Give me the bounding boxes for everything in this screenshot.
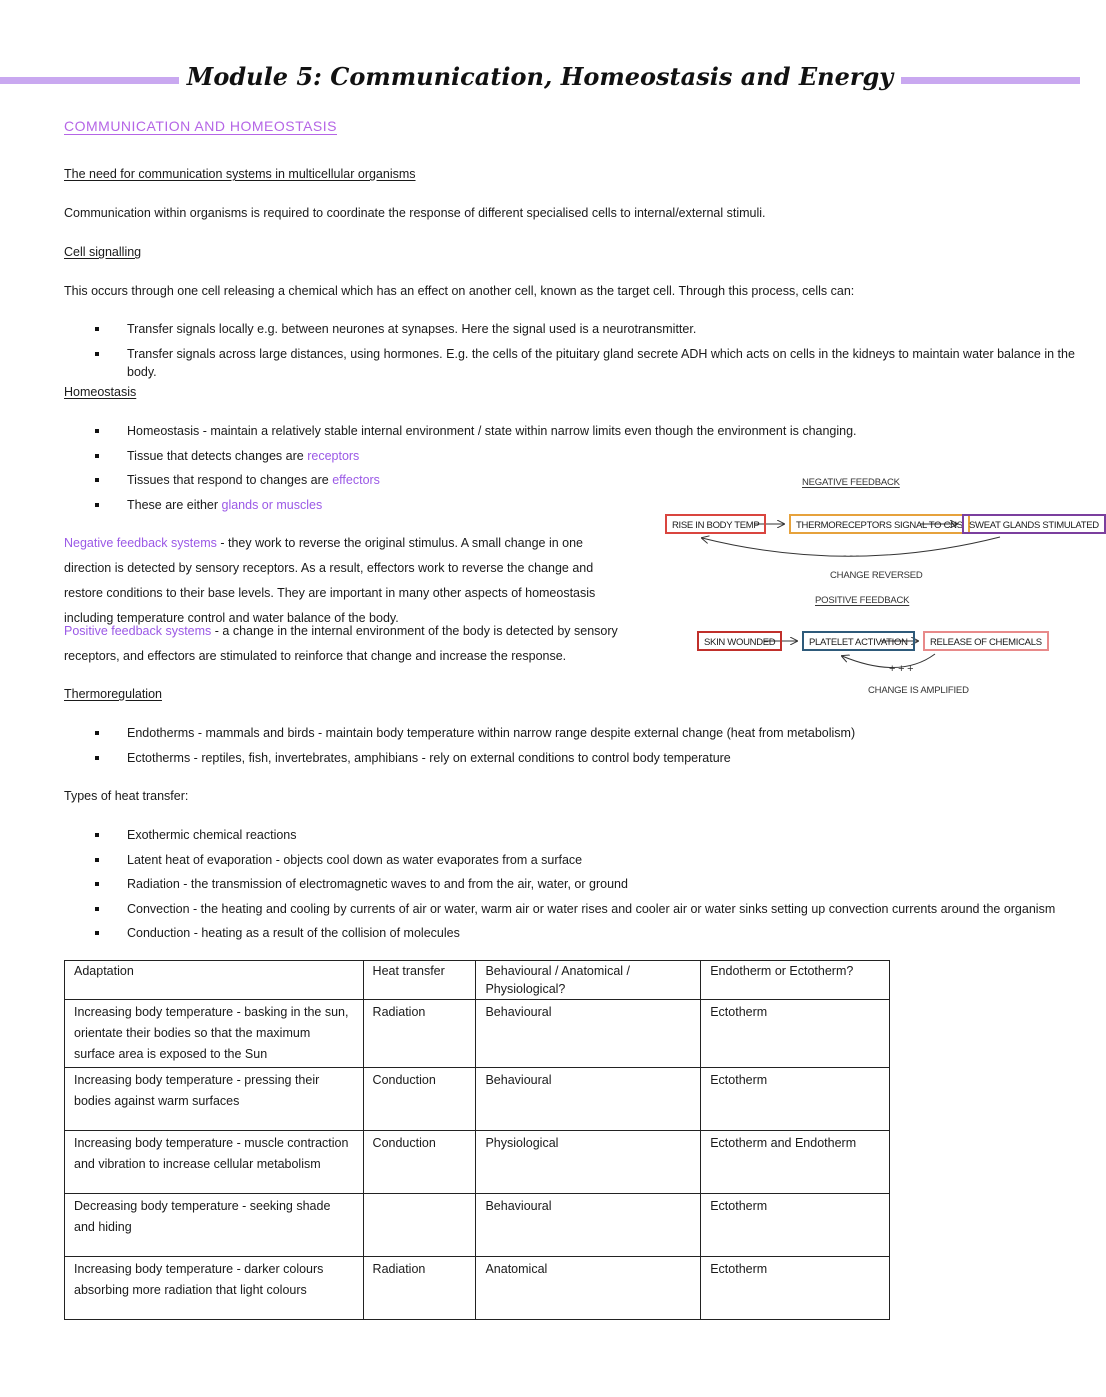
table-cell: Ectotherm and Endotherm bbox=[701, 1131, 890, 1194]
table-cell: Increasing body temperature - basking in the sun, orientate their bodies so that the maximum surface area is exposed to the Sun bbox=[65, 1000, 364, 1068]
term-receptors: receptors bbox=[307, 448, 360, 463]
pos-caption: CHANGE IS AMPLIFIED bbox=[868, 685, 969, 696]
list-item: Exothermic chemical reactions bbox=[95, 826, 1055, 851]
table-cell: Radiation bbox=[363, 1000, 476, 1068]
table-header: Endotherm or Ectotherm? bbox=[701, 961, 890, 1000]
table-cell: Ectotherm bbox=[701, 1068, 890, 1131]
term-glands-muscles: glands or muscles bbox=[221, 497, 323, 512]
list-item: Convection - the heating and cooling by currents of air or water, warm air or water rises and cooler air or water sinks setting up convection currents around the organism bbox=[95, 900, 1055, 925]
pos-box-release: RELEASE OF CHEMICALS bbox=[923, 631, 1049, 651]
table-header-row bbox=[65, 961, 890, 1000]
list-item: Radiation - the transmission of electromagnetic waves to and from the air, water, or ground bbox=[95, 875, 1055, 900]
list-item: Latent heat of evaporation - objects cool down as water evaporates from a surface bbox=[95, 851, 1055, 876]
table-row bbox=[65, 1194, 890, 1257]
list-item: Transfer signals across large distances, using hormones. E.g. the cells of the pituitary gland secrete ADH which acts on cells in the kidneys to maintain water balance in the body. bbox=[95, 345, 1080, 370]
table-header: Behavioural / Anatomical / Physiological? bbox=[476, 961, 701, 1000]
table-cell bbox=[363, 1194, 476, 1257]
table-cell: Ectotherm bbox=[701, 1194, 890, 1257]
term-effectors: effectors bbox=[332, 473, 380, 488]
list-item: Endotherms - mammals and birds - maintain body temperature within narrow range despite external change (heat from metabolism) bbox=[95, 724, 855, 749]
list-item: Homeostasis - maintain a relatively stable internal environment / state within narrow limits even though the environment is changing. bbox=[95, 422, 857, 447]
negative-feedback-paragraph: Negative feedback systems - they work to reverse the original stimulus. A small change in one direction is detected by sensory receptors. As a result, effectors work to reverse the change and restore conditions to their base levels. They are important in many other aspects of homeostasis including temperature control and water balance of the body. bbox=[64, 536, 596, 625]
list-item: Tissue that detects changes are receptors bbox=[95, 447, 857, 472]
table-cell: Physiological bbox=[476, 1131, 701, 1194]
table-row bbox=[65, 1068, 890, 1131]
need-heading: The need for communication systems in multicellular organisms bbox=[64, 167, 416, 181]
pos-box-response: PLATELET ACTIVATION bbox=[802, 631, 915, 651]
neg-box-stimulus: RISE IN BODY TEMP bbox=[665, 514, 766, 534]
table-cell: Ectotherm bbox=[701, 1257, 890, 1320]
table-cell: Increasing body temperature - pressing their bodies against warm surfaces bbox=[65, 1068, 364, 1131]
list-item: These are either glands or muscles bbox=[95, 496, 857, 521]
negative-feedback-term: Negative feedback systems bbox=[64, 536, 217, 550]
table-cell: Behavioural bbox=[476, 1068, 701, 1131]
table-cell: Behavioural bbox=[476, 1000, 701, 1068]
table-header: Adaptation bbox=[65, 961, 364, 1000]
thermoregulation-list bbox=[95, 724, 855, 773]
neg-caption: CHANGE REVERSED bbox=[830, 570, 923, 581]
list-item: Transfer signals locally e.g. between neurones at synapses. Here the signal used is a neurotransmitter. bbox=[95, 320, 1080, 345]
neg-signs: - - - bbox=[843, 550, 860, 562]
cell-signalling-intro: This occurs through one cell releasing a chemical which has an effect on another cell, known as the target cell. Through this process, cells can: bbox=[64, 284, 855, 298]
neg-box-effector: SWEAT GLANDS STIMULATED bbox=[962, 514, 1106, 534]
table-row bbox=[65, 1131, 890, 1194]
positive-feedback-paragraph: Positive feedback systems - a change in the internal environment of the body is detected by sensory receptors, and effectors are stimulated to reinforce that change and increase the response. bbox=[64, 624, 618, 663]
table-header: Heat transfer bbox=[363, 961, 476, 1000]
need-text: Communication within organisms is required to coordinate the response of different specialised cells to internal/external stimuli. bbox=[64, 206, 766, 220]
table-cell: Ectotherm bbox=[701, 1000, 890, 1068]
table-cell: Decreasing body temperature - seeking shade and hiding bbox=[65, 1194, 364, 1257]
list-item: Conduction - heating as a result of the collision of molecules bbox=[95, 924, 1055, 949]
list-item: Ectotherms - reptiles, fish, invertebrates, amphibians - rely on external conditions to control body temperature bbox=[95, 749, 855, 774]
negative-feedback-label: NEGATIVE FEEDBACK bbox=[802, 477, 900, 488]
table-cell: Conduction bbox=[363, 1131, 476, 1194]
table-cell: Increasing body temperature - darker colours absorbing more radiation that light colours bbox=[65, 1257, 364, 1320]
page-title: Module 5: Communication, Homeostasis and Energy bbox=[0, 62, 1080, 91]
thermoregulation-heading: Thermoregulation bbox=[64, 687, 162, 701]
table-cell: Increasing body temperature - muscle contraction and vibration to increase cellular metabolism bbox=[65, 1131, 364, 1194]
table-row bbox=[65, 1000, 890, 1068]
homeostasis-heading: Homeostasis bbox=[64, 385, 137, 399]
positive-feedback-label: POSITIVE FEEDBACK bbox=[815, 595, 910, 606]
section-heading: COMMUNICATION AND HOMEOSTASIS bbox=[64, 118, 337, 134]
table-row bbox=[65, 1257, 890, 1320]
pos-signs: + + + bbox=[889, 663, 914, 675]
heat-transfer-heading: Types of heat transfer: bbox=[64, 789, 189, 803]
cell-signalling-heading: Cell signalling bbox=[64, 245, 142, 259]
heat-transfer-list bbox=[95, 826, 1055, 949]
table-cell: Behavioural bbox=[476, 1194, 701, 1257]
table-cell: Conduction bbox=[363, 1068, 476, 1131]
neg-box-receptor: THERMORECEPTORS SIGNAL TO CNS bbox=[789, 514, 970, 534]
table-cell: Anatomical bbox=[476, 1257, 701, 1320]
pos-box-stimulus: SKIN WOUNDED bbox=[697, 631, 782, 651]
table-cell: Radiation bbox=[363, 1257, 476, 1320]
positive-feedback-term: Positive feedback systems bbox=[64, 624, 212, 638]
adaptation-table bbox=[64, 960, 890, 1320]
list-item: Tissues that respond to changes are effectors bbox=[95, 471, 857, 496]
